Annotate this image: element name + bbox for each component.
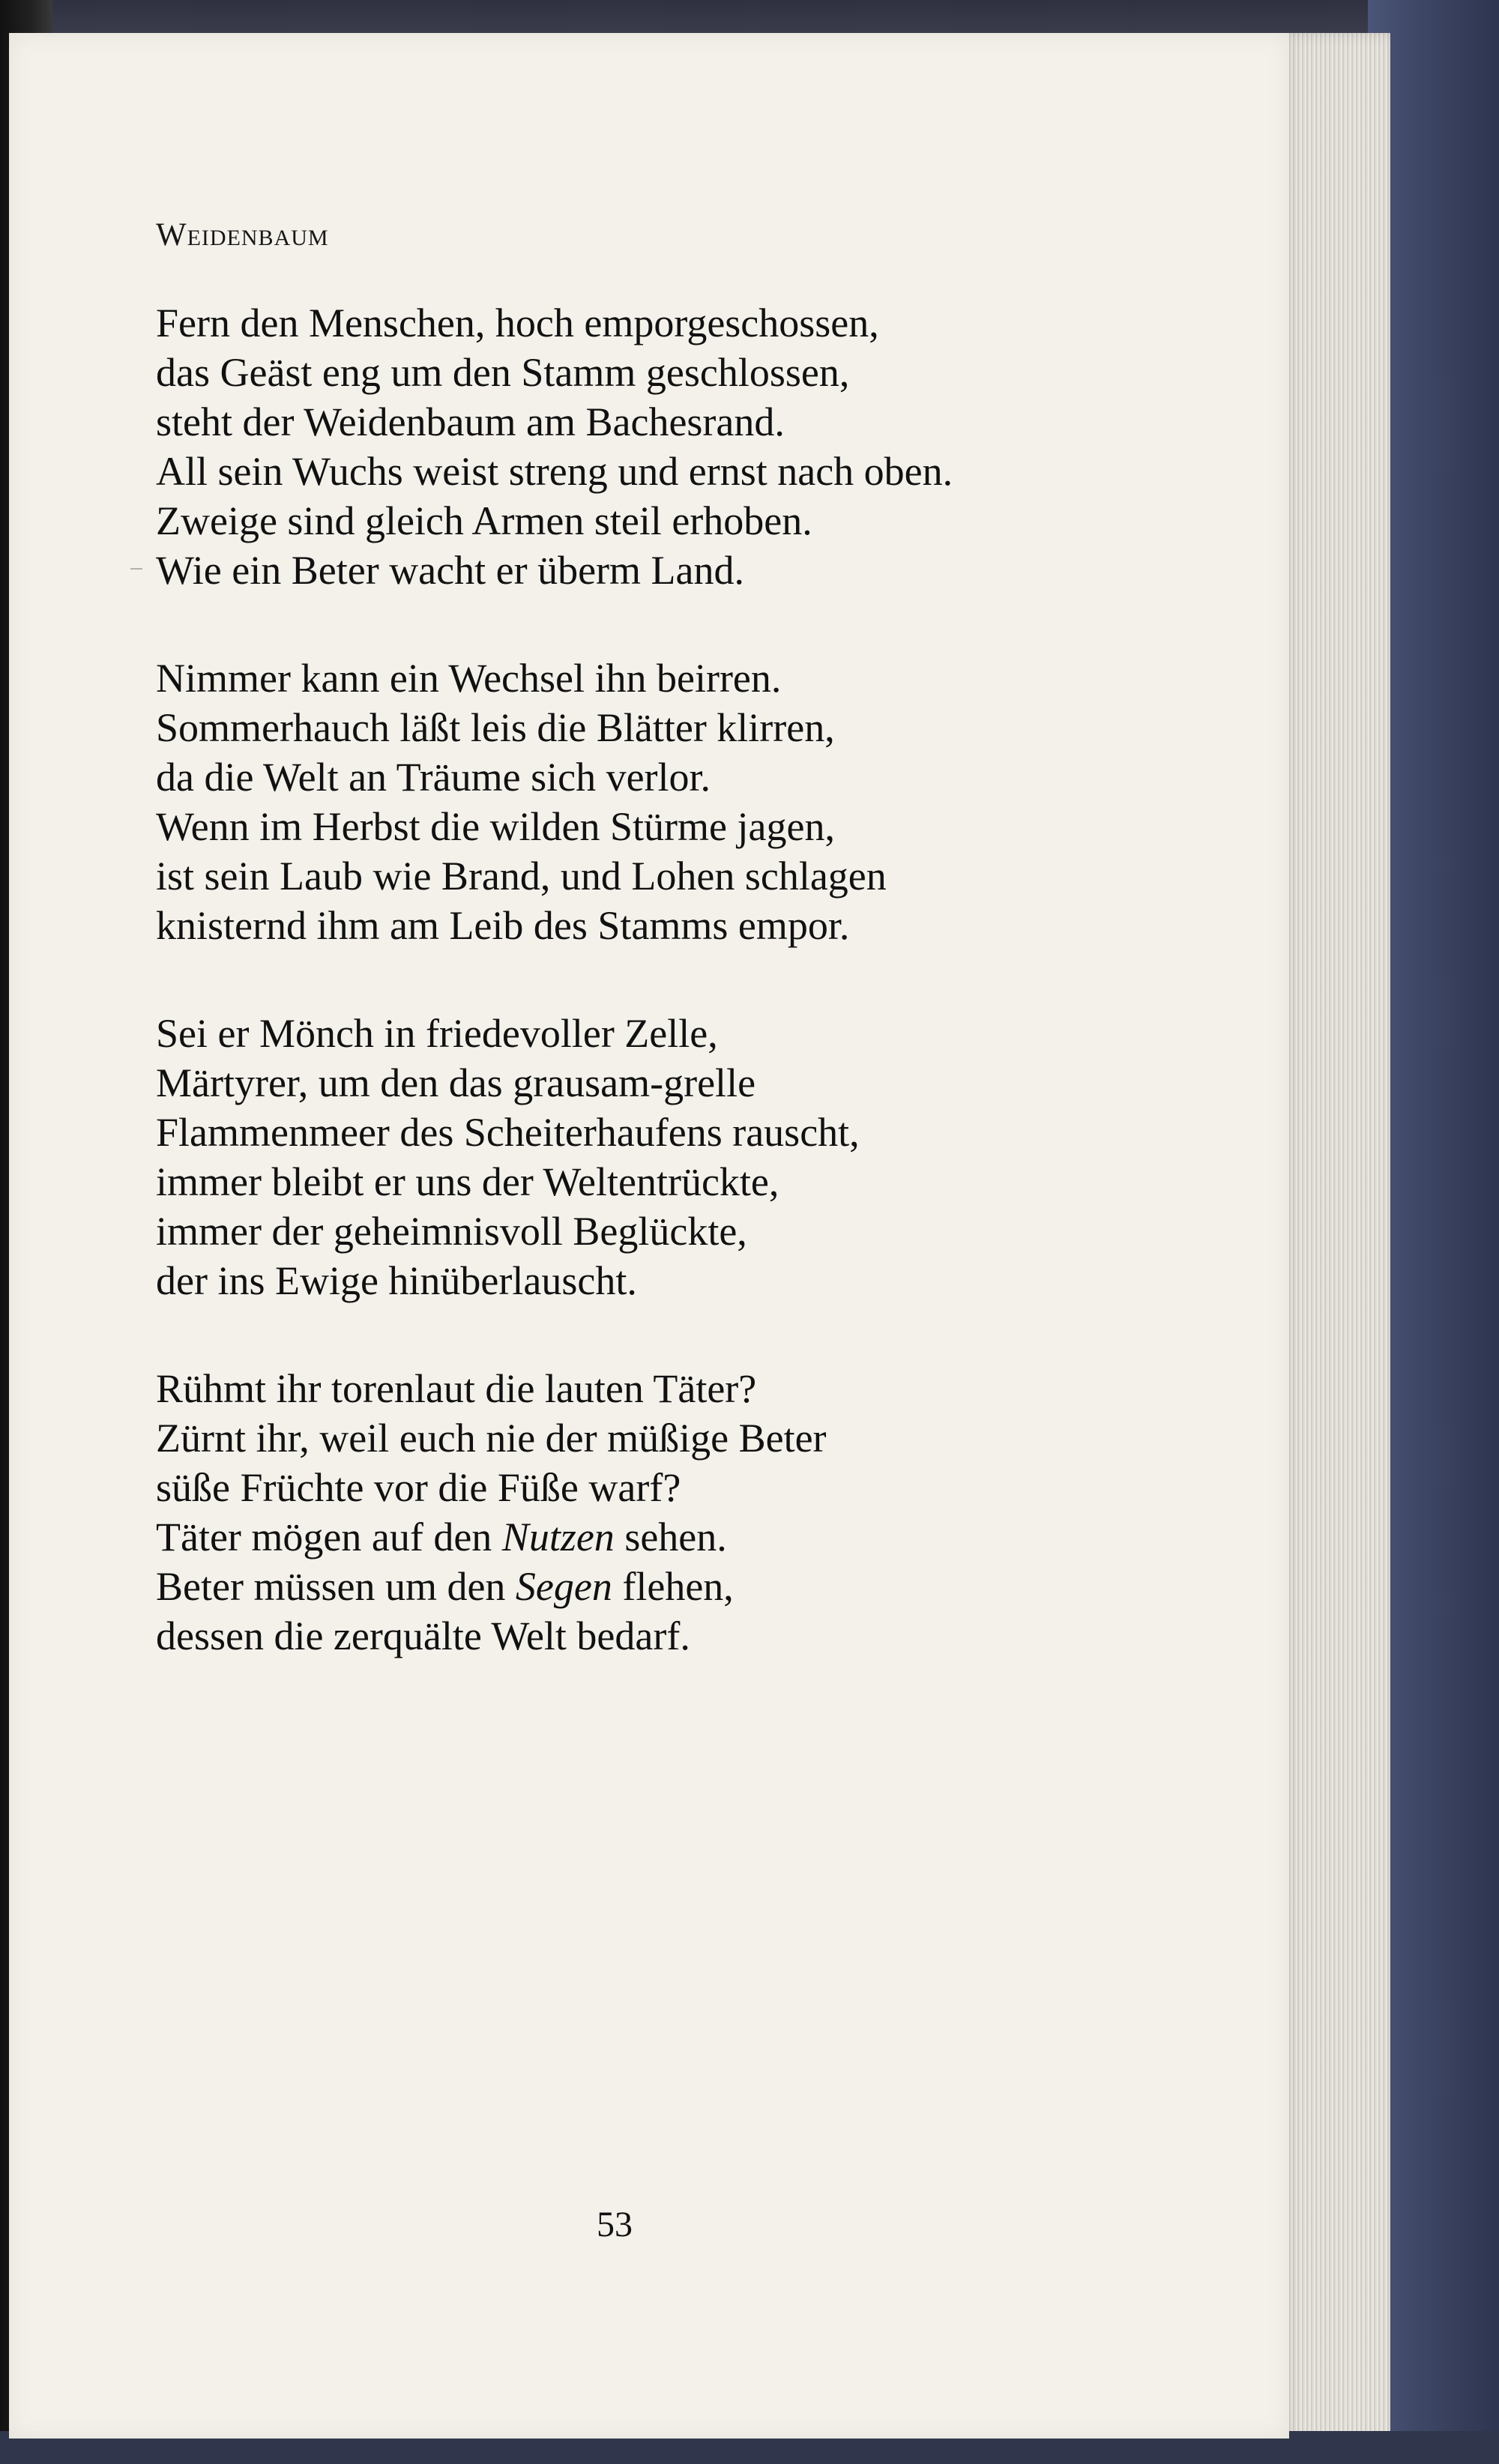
emphasized-word: Segen [515,1564,612,1609]
poem-line [156,1009,1040,1058]
line-text: immer der geheimnisvoll Beglückte, [156,1209,747,1254]
poem-line [156,447,1040,496]
line-text: knisternd ihm am Leib des Stamms empor. [156,903,850,948]
poem-line [156,1512,1040,1562]
line-text: Sommerhauch läßt leis die Blätter klirren, [156,705,835,750]
line-text: Märtyrer, um den das grausam-grelle [156,1060,756,1105]
stanza-1 [156,298,1040,595]
poem-line [156,546,1040,595]
line-text: Zweige sind gleich Armen steil erhoben. [156,498,812,543]
line-text: sehen. [614,1515,727,1559]
book-cover-top-edge [0,0,1499,33]
line-text: immer bleibt er uns der Weltentrückte, [156,1159,779,1204]
poem-text [156,298,1040,1719]
poem-line [156,1058,1040,1108]
poem-line [156,1256,1040,1305]
poem-line [156,496,1040,546]
poem-line [156,348,1040,397]
line-text: ist sein Laub wie Brand, und Lohen schlagen [156,854,887,899]
poem-line [156,752,1040,802]
page-number: 53 [597,2205,633,2244]
line-text: Wenn im Herbst die wilden Stürme jagen, [156,804,835,849]
line-text: Fern den Menschen, hoch emporgeschossen, [156,301,879,345]
poem-line [156,1611,1040,1661]
stanza-3 [156,1009,1040,1305]
line-text: süße Früchte vor die Füße warf? [156,1465,681,1510]
poem-line [156,1562,1040,1611]
poem-line [156,1463,1040,1512]
line-text: All sein Wuchs weist streng und ernst nach oben. [156,449,953,494]
line-text: flehen, [612,1564,734,1609]
line-text: der ins Ewige hinüberlauscht. [156,1258,637,1303]
stanza-4 [156,1364,1040,1661]
poem-line [156,397,1040,447]
poem-line [156,1108,1040,1157]
line-text: Rühmt ihr torenlaut die lauten Täter? [156,1366,757,1411]
line-text: das Geäst eng um den Stamm geschlossen, [156,350,850,395]
line-text: Sei er Mönch in friedevoller Zelle, [156,1011,718,1056]
poem-line [156,1157,1040,1207]
poem-line [156,1364,1040,1413]
poem-line [156,1207,1040,1256]
line-text: Beter müssen um den [156,1564,516,1609]
page-stack-edge [1282,33,1390,2452]
print-mark [130,568,142,570]
poem-line [156,653,1040,703]
emphasized-word: Nutzen [501,1515,615,1559]
line-text: Zürnt ihr, weil euch nie der müßige Beter [156,1416,827,1461]
line-text: dessen die zerquälte Welt bedarf. [156,1613,690,1658]
line-text: Wie ein Beter wacht er überm Land. [156,548,744,593]
poem-line [156,901,1040,950]
poem-line [156,298,1040,348]
line-text: Flammenmeer des Scheiterhaufens rauscht, [156,1110,860,1155]
stanza-2 [156,653,1040,950]
poem-line [156,851,1040,901]
line-text: Täter mögen auf den [156,1515,502,1559]
poem-line [156,802,1040,851]
line-text: Nimmer kann ein Wechsel ihn beirren. [156,656,782,701]
line-text: da die Welt an Träume sich verlor. [156,755,711,800]
poem-title: Weidenbaum [156,217,329,253]
line-text: steht der Weidenbaum am Bachesrand. [156,399,785,444]
poem-line [156,1413,1040,1463]
poem-line [156,703,1040,752]
